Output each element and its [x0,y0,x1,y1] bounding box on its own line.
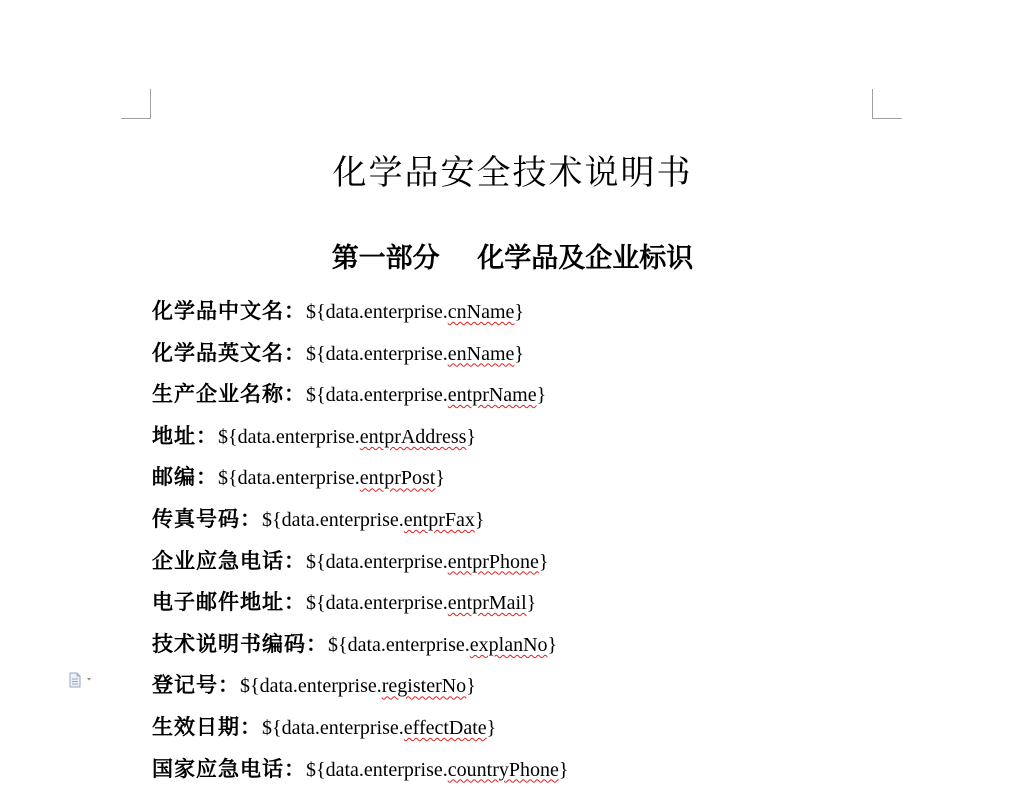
spellcheck-word: cnName [447,301,515,323]
field-row [152,499,568,541]
field-row [152,291,568,333]
field-value: ${data.enterprise.entprFax} [262,508,485,531]
spellcheck-word: entprMail [447,592,527,615]
field-label: 生效日期： [152,714,262,739]
top-left-crop-mark [121,89,151,119]
field-value: ${data.enterprise.entprMail} [306,592,537,615]
field-value: ${data.enterprise.entprPost} [218,467,445,490]
field-row [152,665,568,707]
field-label: 电子邮件地址： [152,590,306,615]
field-value: ${data.enterprise.registerNo} [240,675,476,698]
spellcheck-word: explanNo [469,633,548,656]
field-value: ${data.enterprise.entprName} [306,384,547,407]
field-label: 技术说明书编码： [152,631,328,656]
field-label: 地址： [152,423,218,448]
field-label: 国家应急电话： [152,756,306,781]
spellcheck-word: countryPhone [447,758,559,781]
field-list [152,291,568,790]
field-value: ${data.enterprise.enName} [306,342,525,365]
field-value: ${data.enterprise.entprPhone} [306,550,549,573]
field-value: ${data.enterprise.countryPhone} [306,758,569,781]
spellcheck-word: enName [447,342,515,365]
field-row [152,624,568,666]
field-row [152,541,568,583]
field-row [152,333,568,375]
field-row [152,457,568,499]
field-label: 化学品中文名： [152,299,306,323]
spellcheck-word: entprAddress [359,425,467,448]
field-value: ${data.enterprise.entprAddress} [218,425,477,448]
field-value: ${data.enterprise.effectDate} [262,716,497,739]
field-label: 邮编： [152,465,218,490]
top-right-crop-mark [872,89,902,119]
field-row [152,582,568,624]
document-title: 化学品安全技术说明书 [332,153,693,193]
field-label: 登记号： [152,673,240,698]
field-row [152,707,568,749]
spellcheck-word: entprPost [359,467,436,490]
field-row [152,374,568,416]
spellcheck-word: entprPhone [447,550,539,573]
field-value: ${data.enterprise.cnName} [306,301,525,323]
field-label: 生产企业名称： [152,382,306,407]
field-row [152,416,568,458]
spellcheck-word: registerNo [381,675,467,698]
field-label: 化学品英文名： [152,340,306,365]
field-label: 企业应急电话： [152,548,306,573]
spellcheck-word: entprFax [403,508,475,531]
spellcheck-word: entprName [447,384,537,407]
spellcheck-word: effectDate [403,716,487,739]
paste-options-icon[interactable] [68,672,94,688]
field-row [152,749,568,791]
field-label: 传真号码： [152,506,262,531]
field-value: ${data.enterprise.explanNo} [328,633,558,656]
section-title: 第一部分 化学品及企业标识 [331,243,694,274]
